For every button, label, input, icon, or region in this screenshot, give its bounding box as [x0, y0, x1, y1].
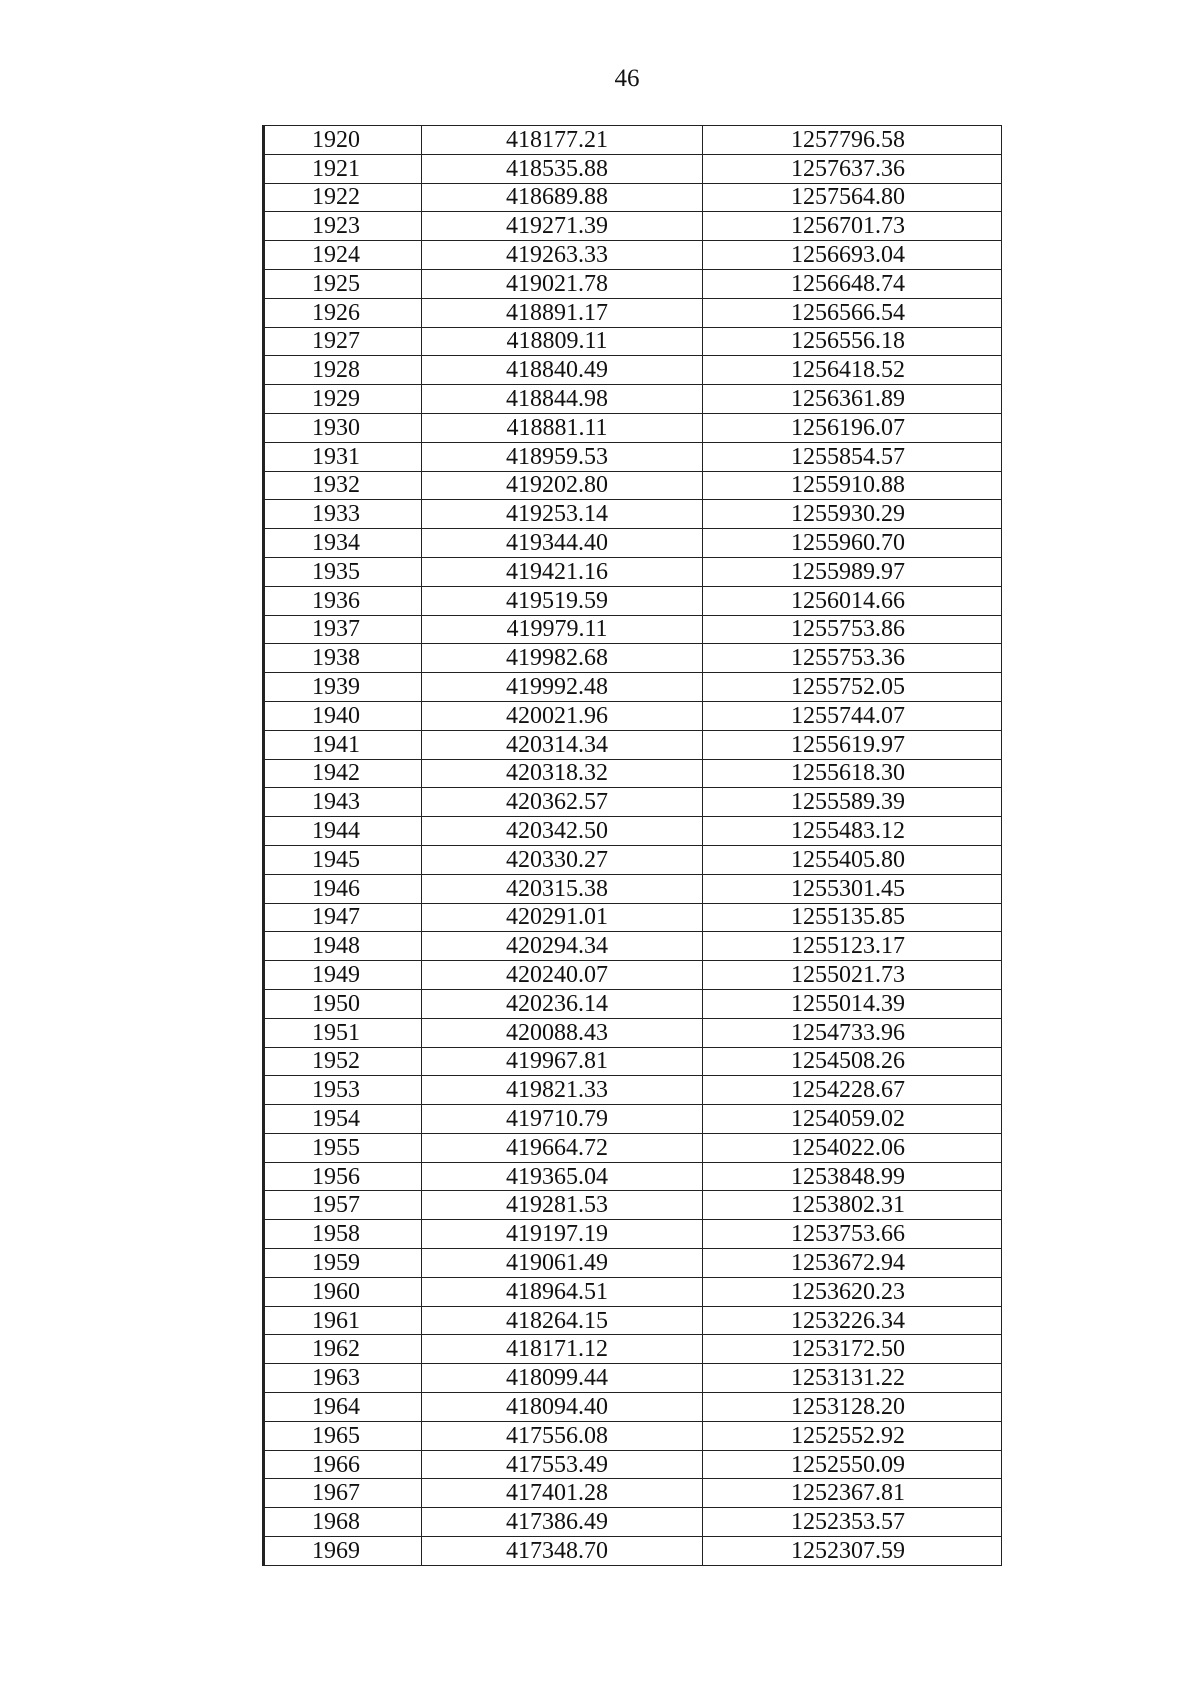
table-row [264, 1076, 1002, 1105]
table-row [264, 1191, 1002, 1220]
x-coordinate-cell: 417386.49 [422, 1508, 703, 1537]
point-number-cell: 1929 [264, 385, 422, 414]
y-coordinate-cell: 1252353.57 [703, 1508, 1002, 1537]
table-row [264, 385, 1002, 414]
table-row [264, 1220, 1002, 1249]
x-coordinate-cell: 418964.51 [422, 1277, 703, 1306]
point-number-cell: 1944 [264, 817, 422, 846]
point-number-cell: 1956 [264, 1162, 422, 1191]
y-coordinate-cell: 1257564.80 [703, 183, 1002, 212]
x-coordinate-cell: 419202.80 [422, 471, 703, 500]
point-number-cell: 1923 [264, 212, 422, 241]
point-number-cell: 1952 [264, 1047, 422, 1076]
x-coordinate-cell: 420362.57 [422, 788, 703, 817]
table-row [264, 241, 1002, 270]
y-coordinate-cell: 1257637.36 [703, 154, 1002, 183]
y-coordinate-cell: 1255619.97 [703, 730, 1002, 759]
y-coordinate-cell: 1252550.09 [703, 1450, 1002, 1479]
x-coordinate-cell: 419979.11 [422, 615, 703, 644]
x-coordinate-cell: 419519.59 [422, 586, 703, 615]
point-number-cell: 1922 [264, 183, 422, 212]
x-coordinate-cell: 419664.72 [422, 1133, 703, 1162]
table-row [264, 1133, 1002, 1162]
x-coordinate-cell: 419967.81 [422, 1047, 703, 1076]
y-coordinate-cell: 1255301.45 [703, 874, 1002, 903]
table-row [264, 1306, 1002, 1335]
table-row [264, 644, 1002, 673]
y-coordinate-cell: 1257796.58 [703, 126, 1002, 155]
x-coordinate-cell: 419421.16 [422, 557, 703, 586]
y-coordinate-cell: 1256361.89 [703, 385, 1002, 414]
point-number-cell: 1965 [264, 1421, 422, 1450]
point-number-cell: 1928 [264, 356, 422, 385]
y-coordinate-cell: 1256566.54 [703, 298, 1002, 327]
table-row [264, 730, 1002, 759]
table-row [264, 1508, 1002, 1537]
y-coordinate-cell: 1255752.05 [703, 673, 1002, 702]
point-number-cell: 1936 [264, 586, 422, 615]
x-coordinate-cell: 418171.12 [422, 1335, 703, 1364]
table-row [264, 356, 1002, 385]
y-coordinate-cell: 1254508.26 [703, 1047, 1002, 1076]
y-coordinate-cell: 1253753.66 [703, 1220, 1002, 1249]
x-coordinate-cell: 418809.11 [422, 327, 703, 356]
x-coordinate-cell: 418177.21 [422, 126, 703, 155]
y-coordinate-cell: 1253802.31 [703, 1191, 1002, 1220]
point-number-cell: 1959 [264, 1249, 422, 1278]
point-number-cell: 1933 [264, 500, 422, 529]
table-row [264, 1450, 1002, 1479]
table-row [264, 298, 1002, 327]
point-number-cell: 1942 [264, 759, 422, 788]
y-coordinate-cell: 1255960.70 [703, 529, 1002, 558]
table-row [264, 154, 1002, 183]
point-number-cell: 1925 [264, 269, 422, 298]
table-row [264, 1537, 1002, 1566]
point-number-cell: 1962 [264, 1335, 422, 1364]
table-row [264, 557, 1002, 586]
point-number-cell: 1948 [264, 932, 422, 961]
table-row [264, 1105, 1002, 1134]
point-number-cell: 1967 [264, 1479, 422, 1508]
table-row [264, 673, 1002, 702]
point-number-cell: 1958 [264, 1220, 422, 1249]
y-coordinate-cell: 1255123.17 [703, 932, 1002, 961]
x-coordinate-cell: 420236.14 [422, 989, 703, 1018]
y-coordinate-cell: 1255021.73 [703, 961, 1002, 990]
table-row [264, 932, 1002, 961]
point-number-cell: 1939 [264, 673, 422, 702]
y-coordinate-cell: 1253128.20 [703, 1393, 1002, 1422]
point-number-cell: 1924 [264, 241, 422, 270]
table-row [264, 327, 1002, 356]
table-row [264, 788, 1002, 817]
y-coordinate-cell: 1256556.18 [703, 327, 1002, 356]
point-number-cell: 1926 [264, 298, 422, 327]
table-row [264, 615, 1002, 644]
x-coordinate-cell: 420318.32 [422, 759, 703, 788]
x-coordinate-cell: 418689.88 [422, 183, 703, 212]
point-number-cell: 1920 [264, 126, 422, 155]
table-row [264, 1249, 1002, 1278]
table-row [264, 759, 1002, 788]
point-number-cell: 1951 [264, 1018, 422, 1047]
point-number-cell: 1969 [264, 1537, 422, 1566]
x-coordinate-cell: 418844.98 [422, 385, 703, 414]
x-coordinate-cell: 419281.53 [422, 1191, 703, 1220]
point-number-cell: 1960 [264, 1277, 422, 1306]
point-number-cell: 1957 [264, 1191, 422, 1220]
x-coordinate-cell: 419992.48 [422, 673, 703, 702]
point-number-cell: 1950 [264, 989, 422, 1018]
table-row [264, 1277, 1002, 1306]
x-coordinate-cell: 418840.49 [422, 356, 703, 385]
coordinates-table-body [264, 126, 1002, 1566]
point-number-cell: 1945 [264, 845, 422, 874]
point-number-cell: 1935 [264, 557, 422, 586]
x-coordinate-cell: 419344.40 [422, 529, 703, 558]
table-row [264, 1479, 1002, 1508]
x-coordinate-cell: 418881.11 [422, 413, 703, 442]
table-row [264, 1162, 1002, 1191]
y-coordinate-cell: 1255989.97 [703, 557, 1002, 586]
x-coordinate-cell: 419061.49 [422, 1249, 703, 1278]
x-coordinate-cell: 420240.07 [422, 961, 703, 990]
point-number-cell: 1955 [264, 1133, 422, 1162]
point-number-cell: 1961 [264, 1306, 422, 1335]
table-row [264, 1393, 1002, 1422]
point-number-cell: 1941 [264, 730, 422, 759]
point-number-cell: 1964 [264, 1393, 422, 1422]
point-number-cell: 1963 [264, 1364, 422, 1393]
x-coordinate-cell: 418535.88 [422, 154, 703, 183]
point-number-cell: 1932 [264, 471, 422, 500]
table-row [264, 903, 1002, 932]
table-row [264, 1047, 1002, 1076]
table-row [264, 989, 1002, 1018]
coordinates-table [262, 125, 1002, 1566]
table-row [264, 845, 1002, 874]
y-coordinate-cell: 1255014.39 [703, 989, 1002, 1018]
table-row [264, 1335, 1002, 1364]
y-coordinate-cell: 1253672.94 [703, 1249, 1002, 1278]
x-coordinate-cell: 419197.19 [422, 1220, 703, 1249]
table-row [264, 1421, 1002, 1450]
y-coordinate-cell: 1253620.23 [703, 1277, 1002, 1306]
y-coordinate-cell: 1256701.73 [703, 212, 1002, 241]
table-row [264, 1018, 1002, 1047]
point-number-cell: 1968 [264, 1508, 422, 1537]
y-coordinate-cell: 1255753.86 [703, 615, 1002, 644]
y-coordinate-cell: 1253172.50 [703, 1335, 1002, 1364]
table-row [264, 529, 1002, 558]
x-coordinate-cell: 420342.50 [422, 817, 703, 846]
x-coordinate-cell: 419271.39 [422, 212, 703, 241]
x-coordinate-cell: 419821.33 [422, 1076, 703, 1105]
y-coordinate-cell: 1253848.99 [703, 1162, 1002, 1191]
table-row [264, 471, 1002, 500]
point-number-cell: 1946 [264, 874, 422, 903]
y-coordinate-cell: 1256196.07 [703, 413, 1002, 442]
y-coordinate-cell: 1256418.52 [703, 356, 1002, 385]
y-coordinate-cell: 1255930.29 [703, 500, 1002, 529]
point-number-cell: 1949 [264, 961, 422, 990]
table-row [264, 442, 1002, 471]
x-coordinate-cell: 417348.70 [422, 1537, 703, 1566]
x-coordinate-cell: 417556.08 [422, 1421, 703, 1450]
page-number: 46 [614, 65, 640, 92]
y-coordinate-cell: 1254228.67 [703, 1076, 1002, 1105]
point-number-cell: 1930 [264, 413, 422, 442]
table-row [264, 961, 1002, 990]
table-row [264, 183, 1002, 212]
point-number-cell: 1953 [264, 1076, 422, 1105]
y-coordinate-cell: 1253226.34 [703, 1306, 1002, 1335]
y-coordinate-cell: 1255589.39 [703, 788, 1002, 817]
x-coordinate-cell: 418959.53 [422, 442, 703, 471]
y-coordinate-cell: 1254022.06 [703, 1133, 1002, 1162]
point-number-cell: 1943 [264, 788, 422, 817]
x-coordinate-cell: 417401.28 [422, 1479, 703, 1508]
x-coordinate-cell: 420330.27 [422, 845, 703, 874]
x-coordinate-cell: 419253.14 [422, 500, 703, 529]
y-coordinate-cell: 1254733.96 [703, 1018, 1002, 1047]
y-coordinate-cell: 1252552.92 [703, 1421, 1002, 1450]
y-coordinate-cell: 1255135.85 [703, 903, 1002, 932]
table-row [264, 586, 1002, 615]
point-number-cell: 1921 [264, 154, 422, 183]
table-row [264, 212, 1002, 241]
point-number-cell: 1954 [264, 1105, 422, 1134]
y-coordinate-cell: 1256014.66 [703, 586, 1002, 615]
y-coordinate-cell: 1255753.36 [703, 644, 1002, 673]
y-coordinate-cell: 1255910.88 [703, 471, 1002, 500]
x-coordinate-cell: 420315.38 [422, 874, 703, 903]
y-coordinate-cell: 1255854.57 [703, 442, 1002, 471]
point-number-cell: 1966 [264, 1450, 422, 1479]
y-coordinate-cell: 1255618.30 [703, 759, 1002, 788]
y-coordinate-cell: 1255483.12 [703, 817, 1002, 846]
x-coordinate-cell: 420294.34 [422, 932, 703, 961]
point-number-cell: 1938 [264, 644, 422, 673]
x-coordinate-cell: 419365.04 [422, 1162, 703, 1191]
x-coordinate-cell: 418264.15 [422, 1306, 703, 1335]
y-coordinate-cell: 1252307.59 [703, 1537, 1002, 1566]
x-coordinate-cell: 418099.44 [422, 1364, 703, 1393]
table-row [264, 817, 1002, 846]
x-coordinate-cell: 418094.40 [422, 1393, 703, 1422]
x-coordinate-cell: 419021.78 [422, 269, 703, 298]
table-row [264, 413, 1002, 442]
y-coordinate-cell: 1252367.81 [703, 1479, 1002, 1508]
point-number-cell: 1931 [264, 442, 422, 471]
x-coordinate-cell: 417553.49 [422, 1450, 703, 1479]
y-coordinate-cell: 1254059.02 [703, 1105, 1002, 1134]
point-number-cell: 1940 [264, 701, 422, 730]
x-coordinate-cell: 420021.96 [422, 701, 703, 730]
table-row [264, 126, 1002, 155]
point-number-cell: 1927 [264, 327, 422, 356]
x-coordinate-cell: 420088.43 [422, 1018, 703, 1047]
x-coordinate-cell: 418891.17 [422, 298, 703, 327]
x-coordinate-cell: 419263.33 [422, 241, 703, 270]
y-coordinate-cell: 1255405.80 [703, 845, 1002, 874]
table-row [264, 874, 1002, 903]
table-row [264, 500, 1002, 529]
table-row [264, 269, 1002, 298]
y-coordinate-cell: 1253131.22 [703, 1364, 1002, 1393]
table-row [264, 701, 1002, 730]
table-row [264, 1364, 1002, 1393]
y-coordinate-cell: 1256648.74 [703, 269, 1002, 298]
y-coordinate-cell: 1255744.07 [703, 701, 1002, 730]
x-coordinate-cell: 419982.68 [422, 644, 703, 673]
y-coordinate-cell: 1256693.04 [703, 241, 1002, 270]
x-coordinate-cell: 420291.01 [422, 903, 703, 932]
point-number-cell: 1937 [264, 615, 422, 644]
point-number-cell: 1934 [264, 529, 422, 558]
x-coordinate-cell: 419710.79 [422, 1105, 703, 1134]
x-coordinate-cell: 420314.34 [422, 730, 703, 759]
point-number-cell: 1947 [264, 903, 422, 932]
